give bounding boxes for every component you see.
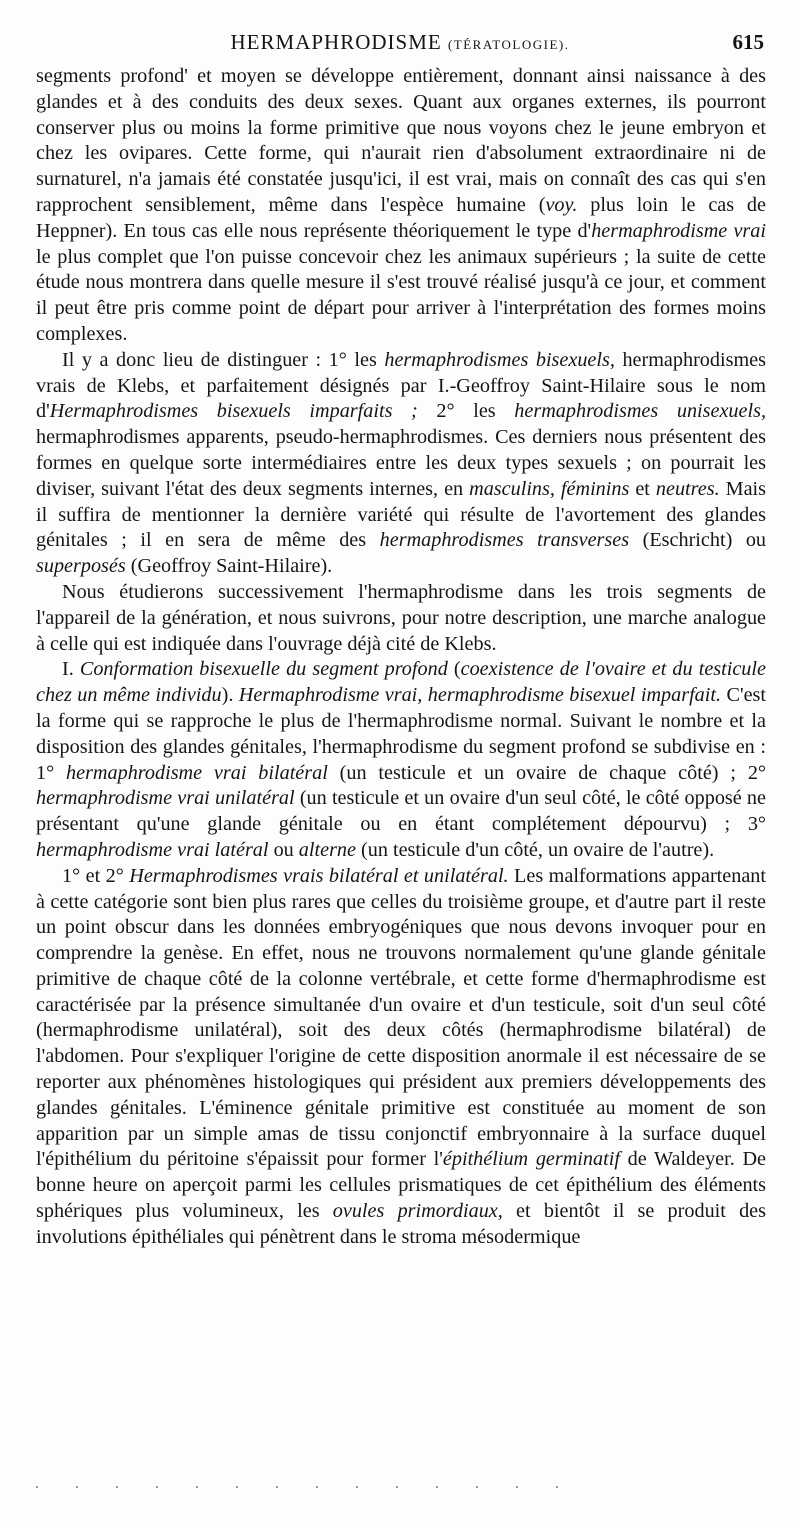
text-run: Il y a donc lieu de distinguer : 1° les [62, 348, 385, 371]
page-number: 615 [732, 30, 764, 54]
italic-run: hermaphrodisme vrai unilatéral [36, 787, 295, 810]
italic-run: hermaphrodismes transverses [379, 529, 630, 552]
italic-run: superposés [36, 555, 126, 578]
speckle-dot [396, 1486, 398, 1488]
speckle-dot [316, 1486, 318, 1488]
paragraph-p3 [36, 580, 766, 657]
italic-run: Conformation bisexuelle du segment profond [79, 658, 448, 681]
text-run: 1° et 2° [62, 864, 130, 887]
text-run: le plus complet que l'on puisse concevoir chez les animaux supérieurs ; la suite de cette étude nous montrera dans quelle mesure il s'est trouvé réalisé jusqu'à ce jour, et comment il peut être pris comme point de départ pour arriver à l'interprétation des formes moins complexes. [36, 245, 766, 345]
text-run: 2° les [417, 400, 515, 423]
speckle-dot [276, 1486, 278, 1488]
running-head [34, 30, 766, 56]
italic-run: masculins, féminins [469, 477, 630, 500]
text-run: et [629, 477, 656, 500]
italic-run: hermaphrodisme vrai latéral [36, 838, 269, 861]
speckle-dot [236, 1486, 238, 1488]
italic-run: ovules primordiaux, [332, 1200, 503, 1223]
paragraph-p2 [36, 348, 766, 580]
text-run: (un testicule et un ovaire d'un seul côté, le côté opposé ne présentant qu'une glande génitale ou en étant complétement dépourvu) ; 3° [36, 787, 766, 836]
speckle-dot [76, 1486, 78, 1488]
text-run: C'est la forme qui se rapproche le plus de l'hermaphrodisme normal. Suivant le nombre et la disposition des glandes génitales, l'hermaphrodisme du segment profond se subdivise en : 1° [36, 684, 767, 784]
text-run: ( [447, 658, 461, 681]
text-run: hermaphrodismes apparents, pseudo-hermaphrodismes. Ces derniers nous présentent des formes en quelque sorte intermédiaires entre les deux types sexuels ; on pourrait les diviser, suivant l'état des deux segments internes, en [36, 426, 766, 500]
italic-run: hermaphrodismes bisexuels, [384, 348, 615, 371]
italic-run: coexistence de l'ovaire et du testicule chez un même individu [36, 658, 766, 707]
italic-run: alterne [298, 838, 356, 861]
text-run: (Geoffroy Saint-Hilaire). [125, 555, 333, 578]
text-run: hermaphrodismes vrais de Klebs, et parfaitement désignés par I.-Geoffroy Saint-Hilaire sous le nom d' [36, 348, 766, 423]
paragraph-p5 [36, 864, 766, 1251]
text-run: de Waldeyer. De bonne heure on aperçoit parmi les cellules prismatiques de cet épithélium des éléments sphériques plus volumineux, les [36, 1148, 767, 1223]
italic-run: Hermaphrodisme vrai, hermaphrodisme bisexuel imparfait. [238, 684, 722, 707]
speckle-dot [556, 1486, 558, 1488]
speckle-dot [516, 1486, 518, 1488]
text-run: ou [268, 838, 299, 861]
text-run: I. [62, 658, 80, 681]
text-run: plus loin le cas de Heppner). En tous cas elle nous représente théoriquement le type d' [36, 193, 766, 242]
paragraph-p4 [36, 657, 766, 863]
text-run: segments profond' et moyen se développe entièrement, donnant ainsi naissance à des glandes et à des conduits des deux sexes. Quant aux organes externes, ils pourront conserver plus ou moins la forme primitive que nous voyons chez le jeune embryon et chez les ovipares. Cette forme, qui n'aurait rien d'absolument extraordinaire ni de surnaturel, n'a jamais été constatée jusqu'ici, il est vrai, mais on connaît des cas qui s'en rapprochent sensiblement, même dans l'espèce humaine ( [36, 65, 766, 216]
text-run: (Eschricht) ou [629, 529, 767, 552]
italic-run: épithélium germinatif [442, 1148, 620, 1171]
text-run: et bientôt il se produit des involutions épithéliales qui pénètrent dans le stroma mésodermique [36, 1200, 767, 1248]
italic-run: neutres. [655, 477, 720, 500]
scan-speckle [36, 1475, 766, 1489]
italic-run: Hermaphrodismes bisexuels imparfaits ; [49, 400, 418, 423]
speckle-dot [476, 1486, 478, 1488]
text-run: (un testicule et un ovaire de chaque côté) ; 2° [327, 761, 766, 784]
running-title-sub: (TÉRATOLOGIE). [447, 37, 570, 52]
text-run: Les malformations appartenant à cette catégorie sont bien plus rares que celles du troisième groupe, et d'autre part il reste un point obscur dans les données embryogéniques que nous devons invoquer pour en comprendre la genèse. En effet, nous ne trouvons normalement qu'une glande génitale primitive de chaque côté de la colonne vertébrale, et cette forme d'hermaphrodisme est caractérisée par la présence simultanée d'un ovaire et d'un testicule, soit d'un seul côté (hermaphrodisme unilatéral), soit des deux côtés (hermaphrodisme bilatéral) de l'abdomen. Pour s'expliquer l'origine de cette disposition anormale il est nécessaire de se reporter aux phénomènes histologiques qui président aux premiers développements des glandes génitales. L'éminence génitale primitive est constituée au moment de son apparition par un simple amas de tissu conjonctif embryonnaire à la surface duquel l'épithélium du péritoine s'épaissit pour former l' [36, 864, 766, 1171]
text-run: ). [221, 684, 239, 707]
text-run: (un testicule d'un côté, un ovaire de l'autre). [355, 838, 715, 861]
italic-run: hermaphrodisme vrai bilatéral [66, 761, 328, 784]
running-title [34, 30, 766, 55]
italic-run: Hermaphrodismes vrais bilatéral et unilatéral. [129, 864, 509, 887]
speckle-dot [436, 1486, 438, 1488]
text-run: Mais il suffira de mentionner la dernière variété qui résulte de l'avortement des glandes génitales ; il en sera de même des [36, 477, 766, 552]
text-run: Nous étudierons successivement l'hermaphrodisme dans les trois segments de l'appareil de la génération, et nous suivrons, pour notre description, une marche analogue à celle qui est indiquée dans l'ouvrage déjà cité de Klebs. [36, 580, 766, 655]
italic-run: hermaphrodismes unisexuels, [514, 400, 766, 423]
italic-run: voy. [545, 193, 578, 216]
running-title-main: HERMAPHRODISME [230, 30, 442, 54]
paragraph-p1 [36, 64, 766, 348]
speckle-dot [116, 1486, 118, 1488]
speckle-dot [156, 1486, 158, 1488]
italic-run: hermaphrodisme vrai [591, 219, 766, 242]
body-text [36, 64, 766, 1251]
speckle-dot [196, 1486, 198, 1488]
speckle-dot [356, 1486, 358, 1488]
speckle-dot [36, 1486, 38, 1488]
